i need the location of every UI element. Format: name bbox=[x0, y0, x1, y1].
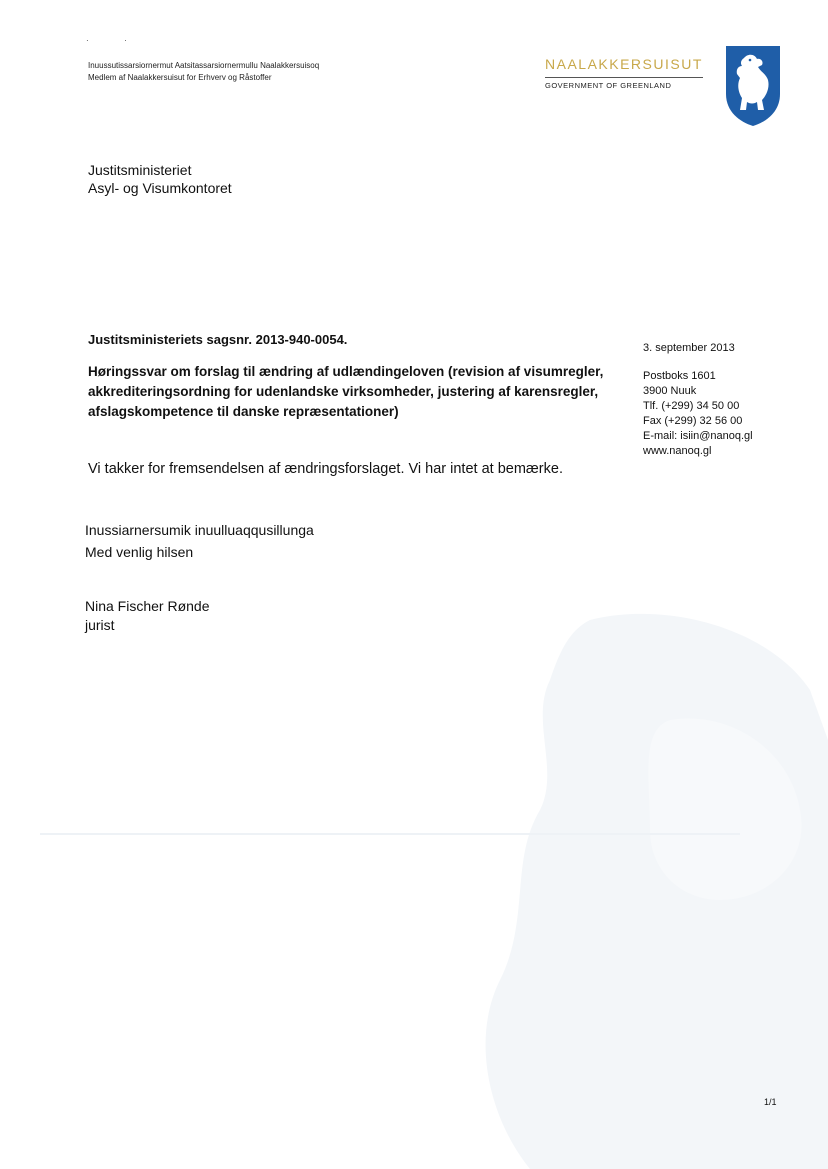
signer-title: jurist bbox=[85, 617, 115, 633]
closing-greenlandic: Inussiarnersumik inuulluaqqusillunga bbox=[85, 522, 314, 538]
recipient-office: Asyl- og Visumkontoret bbox=[88, 180, 232, 196]
polar-bear-watermark-icon bbox=[470, 600, 828, 1169]
page-number: 1/1 bbox=[764, 1097, 777, 1107]
contact-website: www.nanoq.gl bbox=[643, 445, 712, 457]
subject-heading bbox=[88, 362, 603, 422]
subject-line-2: akkrediteringsordning for udenlandske virksomheder, justering af karensregler, bbox=[88, 384, 599, 399]
recipient-address bbox=[88, 161, 232, 197]
logo-divider bbox=[545, 77, 703, 78]
government-english-name: GOVERNMENT OF GREENLAND bbox=[545, 81, 672, 90]
sender-block bbox=[88, 60, 319, 84]
closing-block bbox=[85, 519, 314, 563]
polar-bear-crest-icon bbox=[724, 44, 782, 126]
letter-date: 3. september 2013 bbox=[643, 342, 735, 354]
case-number: Justitsministeriets sagsnr. 2013-940-0054. bbox=[88, 332, 348, 347]
contact-phone: Tlf. (+299) 34 50 00 bbox=[643, 400, 740, 412]
subject-line-1: Høringssvar om forslag til ændring af udlændingeloven (revision af visumregler, bbox=[88, 364, 604, 379]
contact-city: 3900 Nuuk bbox=[643, 385, 697, 397]
contact-email: E-mail: isiin@nanoq.gl bbox=[643, 430, 753, 442]
signature-block bbox=[85, 597, 210, 635]
scan-artifact-line bbox=[40, 833, 740, 835]
government-name: NAALAKKERSUISUT bbox=[545, 56, 703, 72]
sender-greenlandic: Inuussutissarsiornermut Aatsitassarsiornermullu Naalakkersuisoq bbox=[88, 61, 320, 70]
sender-danish: Medlem af Naalakkersuisut for Erhverv og Råstoffer bbox=[88, 73, 272, 82]
contact-block bbox=[643, 369, 753, 459]
subject-line-3: afslagskompetence til danske repræsentationer) bbox=[88, 404, 399, 419]
signer-name: Nina Fischer Rønde bbox=[85, 598, 210, 614]
scan-marks: · · bbox=[86, 36, 127, 45]
letter-body: Vi takker for fremsendelsen af ændringsforslaget. Vi har intet at bemærke. bbox=[88, 461, 563, 477]
contact-fax: Fax (+299) 32 56 00 bbox=[643, 415, 743, 427]
closing-danish: Med venlig hilsen bbox=[85, 544, 194, 560]
government-logo-text bbox=[545, 56, 703, 90]
contact-postbox: Postboks 1601 bbox=[643, 370, 716, 382]
recipient-ministry: Justitsministeriet bbox=[88, 162, 192, 178]
